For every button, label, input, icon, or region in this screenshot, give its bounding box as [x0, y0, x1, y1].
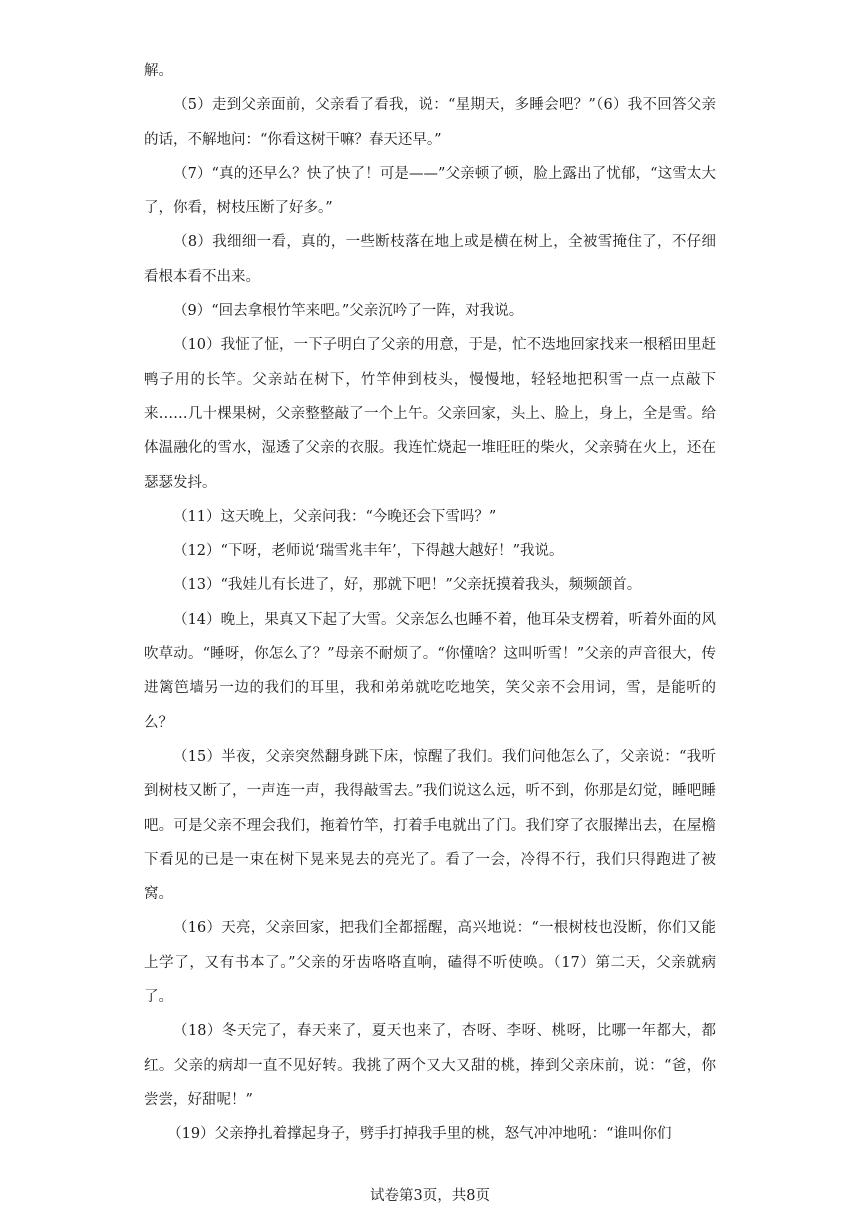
paragraph-7: （7）“真的还早么？快了快了！可是——”父亲顿了顿，脸上露出了忧郁，“这雪太大了，你看，树枝压断了好多。”: [144, 165, 716, 217]
paragraph-19: （19）父亲挣扎着撑起身子，劈手打掉我手里的桃，怒气冲冲地吼：“谁叫你们: [167, 1126, 672, 1143]
paragraph-12: （12）“下呀，老师说‘瑞雪兆丰年’，下得越大越好！”我说。: [173, 543, 564, 560]
paragraph-9: （9）“回去拿根竹竿来吧。”父亲沉吟了一阵，对我说。: [173, 303, 524, 320]
paragraph-13: （13）“我娃儿有长进了，好，那就下吧！”父亲抚摸着我头，频频颌首。: [173, 577, 642, 594]
paragraph-8: （8）我细细一看，真的，一些断枝落在地上或是横在树上，全被雪掩住了，不仔细看根本看不出来。: [144, 234, 716, 285]
paragraph-14: （14）晚上，果真又下起了大雪。父亲怎么也睡不着，他耳朵支楞着，听着外面的风吹草动。“睡呀，你怎么了？”母亲不耐烦了。“你懂啥？这叫听雪！”父亲的声音很大，传进篱笆墙另一边的我们的耳里，我和弟弟就吃吃地笑，笑父亲不会用词，雪，是能听的么？: [144, 611, 716, 731]
document-body: [144, 54, 716, 1152]
paragraph-18: （18）冬天完了，春天来了，夏天也来了，杏呀、李呀、桃呀，比哪一年都大，都红。父亲的病却一直不见好转。我挑了两个又大又甜的桃，捧到父亲床前，说：“爸，你尝尝，好甜呢！”: [144, 1023, 716, 1108]
paragraph-11: （11）这天晚上，父亲问我：“今晚还会下雪吗？”: [173, 508, 497, 525]
page-number-label: 试卷第3页，共8页: [370, 1188, 490, 1204]
paragraph-continuation: 解。: [144, 63, 173, 79]
paragraph-5: （5）走到父亲面前，父亲看了看我，说：“星期天，多睡会吧？”（6）我不回答父亲的话，不解地问：“你看这树干嘛？春天还早。”: [144, 97, 716, 148]
paragraph-10: （10）我怔了怔，一下子明白了父亲的用意，于是，忙不迭地回家找来一根稻田里赶鸭子用的长竿。父亲站在树下，竹竿伸到枝头，慢慢地，轻轻地把积雪一点一点敲下来……几十棵果树，父亲整整敲了一个上午。父亲回家，头上、脸上，身上，全是雪。给体温融化的雪水，湿透了父亲的衣服。我连忙烧起一堆旺旺的柴火，父亲骑在火上，还在瑟瑟发抖。: [144, 337, 716, 491]
paragraph-16: （16）天亮，父亲回家，把我们全都摇醒，高兴地说：“一根树枝也没断，你们又能上学了，又有书本了。”父亲的牙齿咯咯直响，磕得不听使唤。（17）第二天，父亲就病了。: [144, 920, 716, 1006]
paragraph-15: （15）半夜，父亲突然翻身跳下床，惊醒了我们。我们问他怎么了，父亲说：“我听到树枝又断了，一声连一声，我得敲雪去。”我们说这么远，听不到，你那是幻觉，睡吧睡吧。可是父亲不理会我们，拖着竹竿，打着手电就出了门。我们穿了衣服撵出去，在屋檐下看见的已是一束在树下晃来晃去的亮光了。看了一会，冷得不行，我们只得跑进了被窝。: [144, 748, 716, 903]
page-footer: [0, 1186, 860, 1206]
